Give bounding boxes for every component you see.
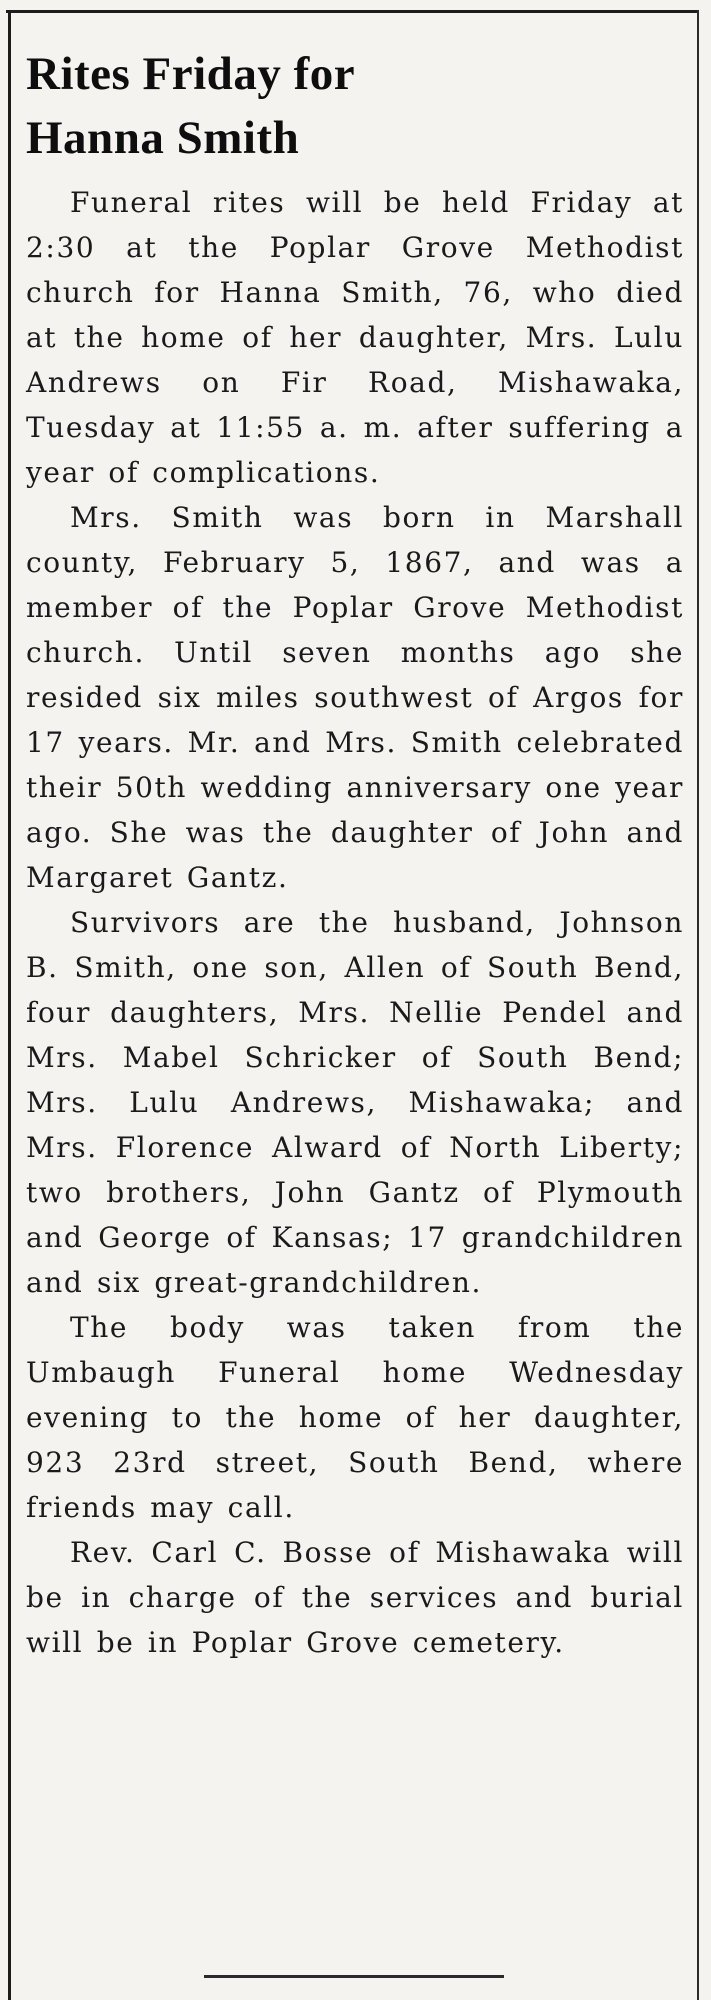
- headline: [26, 42, 684, 170]
- top-border-rule: [6, 10, 697, 13]
- article-body: [26, 180, 684, 1665]
- paragraph-viewing: The body was taken from the Umbaugh Funeral home Wednesday evening to the home of her daughter, 923 23rd street, South Bend, where friends may call.: [26, 1311, 684, 1524]
- obituary-article: [26, 42, 684, 1665]
- right-column-rule: [697, 10, 699, 2000]
- headline-line-1: Rites Friday for: [26, 48, 356, 100]
- headline-line-2: Hanna Smith: [26, 112, 300, 164]
- paragraph-survivors: Survivors are the husband, Johnson B. Smith, one son, Allen of South Bend, four daughters, Mrs. Nellie Pendel and Mrs. Mabel Schricker of South Bend; Mrs. Lulu Andrews, Mishawaka; and Mrs. Florence Alward of North Liberty; two brothers, John Gantz of Plymouth and George of Kansas; 17 grandchildren and six great-grandchildren.: [26, 906, 684, 1299]
- paragraph-funeral-rites: Funeral rites will be held Friday at 2:30 at the Poplar Grove Methodist church for Hanna Smith, 76, who died at the home of her daughter, Mrs. Lulu Andrews on Fir Road, Mishawaka, Tuesday at 11:55 a. m. after suffering a year of complications.: [26, 186, 684, 489]
- paragraph-services: Rev. Carl C. Bosse of Mishawaka will be in charge of the services and burial will be in Poplar Grove cemetery.: [26, 1536, 684, 1659]
- article-end-rule: [204, 1975, 504, 1978]
- paragraph-biography: Mrs. Smith was born in Marshall county, February 5, 1867, and was a member of the Poplar Grove Methodist church. Until seven months ago she resided six miles southwest of Argos for 17 years. Mr. and Mrs. Smith celebrated their 50th wedding anniversary one year ago. She was the daughter of John and Margaret Gantz.: [26, 501, 684, 894]
- left-column-rule: [8, 10, 11, 2000]
